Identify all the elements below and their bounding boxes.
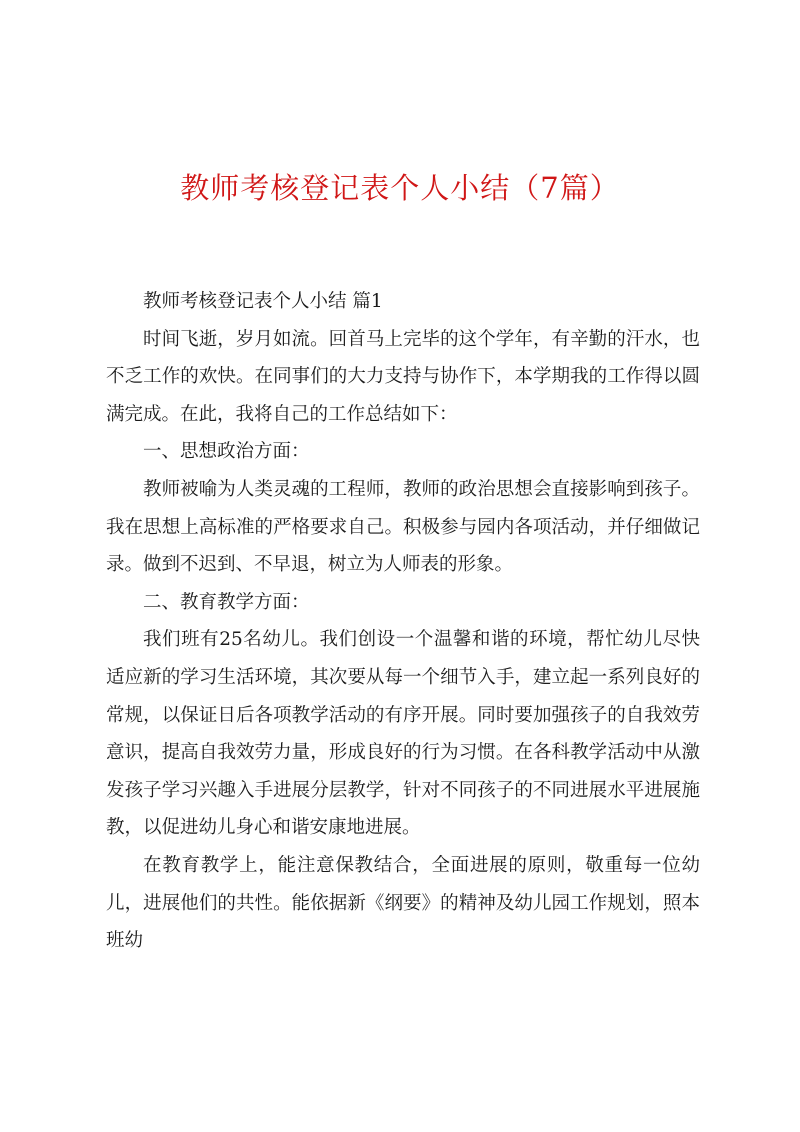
section-heading: 一、思想政治方面： <box>143 441 310 463</box>
section-heading: 二、教育教学方面： <box>143 591 310 613</box>
document-title: 教师考核登记表个人小结（7篇） <box>180 171 620 205</box>
paragraph: 我们班有25名幼儿。我们创设一个温馨和谐的环境，帮忙幼儿尽快适应新的学习生活环境，其次要从每一个细节入手，建立起一系列良好的常规，以保证日后各项教学活动的有序开展。同时要加强孩子的自我效劳意识，提高自我效劳力量，形成良好的行为习惯。在各科教学活动中从激发孩子学习兴趣入手进展分层教学，针对不同孩子的不同进展水平进展施教，以促进幼儿身心和谐安康地进展。 <box>106 629 700 839</box>
paragraph: 在教育教学上，能注意保教结合，全面进展的原则，敬重每一位幼儿，进展他们的共性。能依据新《纲要》的精神及幼儿园工作规划，照本班幼 <box>106 854 700 952</box>
paragraph: 时间飞逝，岁月如流。回首马上完毕的这个学年，有辛勤的汗水，也不乏工作的欢快。在同事们的大力支持与协作下，本学期我的工作得以圆满完成。在此，我将自己的工作总结如下： <box>106 328 700 425</box>
document-body <box>106 283 700 960</box>
paragraph: 教师被喻为人类灵魂的工程师，教师的政治思想会直接影响到孩子。我在思想上高标准的严格要求自己。积极参与园内各项活动，并仔细做记录。做到不迟到、不早退，树立为人师表的形象。 <box>106 478 700 576</box>
section-heading: 教师考核登记表个人小结 篇1 <box>143 291 383 312</box>
